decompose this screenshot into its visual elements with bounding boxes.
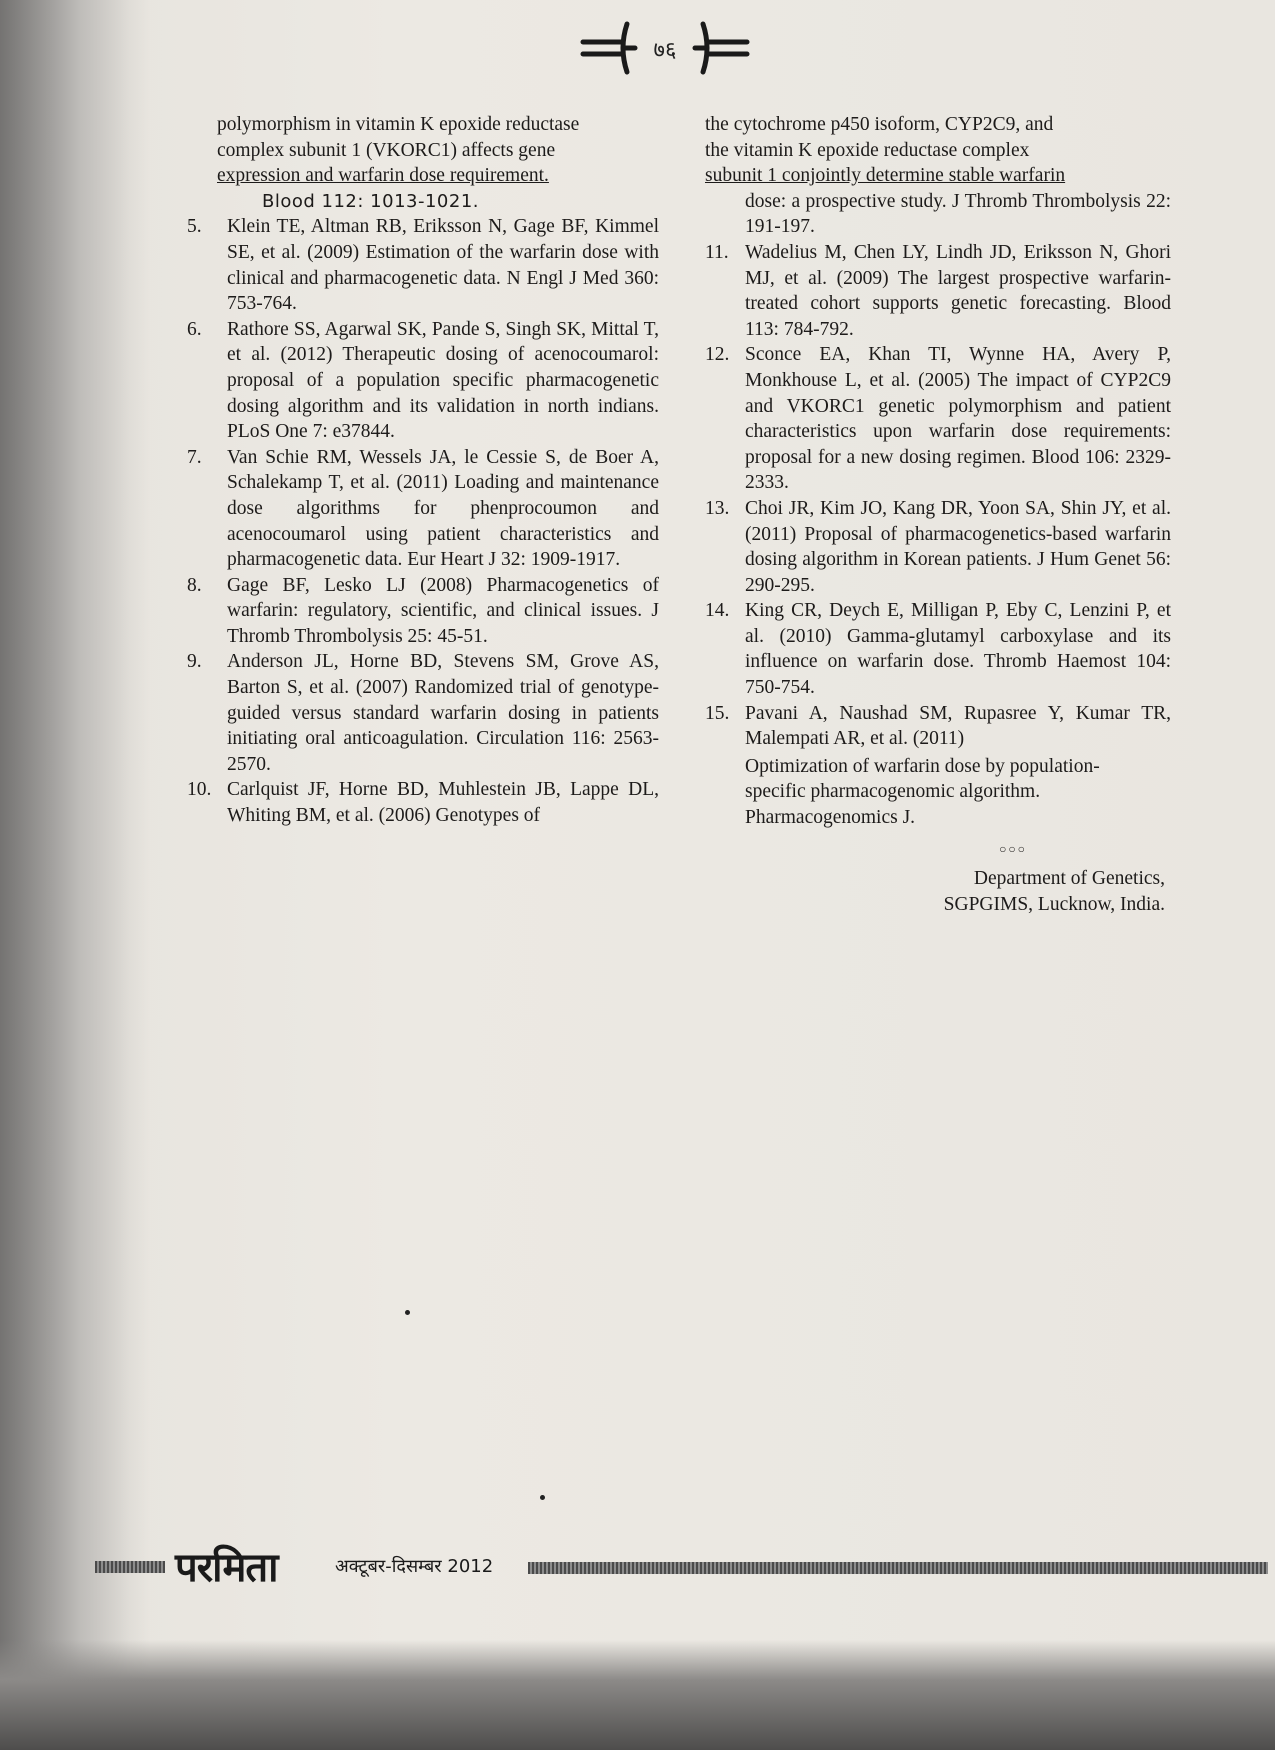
continuation-line: expression and warfarin dose requirement. (217, 165, 549, 187)
reference-text: Sconce EA, Khan TI, Wynne HA, Avery P, Monkhouse L, et al. (2005) The impact of CYP2C9 and VKORC1 genetic polymorphism and patient characteristics upon warfarin dose requirements: proposal for a new dosing regimen. Blood 106: 2329-2333. (745, 344, 1171, 494)
right-column (705, 112, 1171, 917)
reference-number: 15. (705, 702, 730, 724)
reference-number: 5. (187, 216, 202, 238)
reference-15-continuation (705, 754, 1171, 831)
reference-number: 6. (187, 318, 202, 340)
reference-item (705, 342, 1171, 496)
reference-text: Van Schie RM, Wessels JA, le Cessie S, de Boer A, Schalekamp T, et al. (2011) Loading and maintenance dose algorithms for phenprocoumon and acenocoumarol using patient characteristics and pharmacogenetic data. Eur Heart J 32: 1909-1917. (227, 446, 659, 571)
reference-number: 14. (705, 600, 730, 622)
continuation-line: complex subunit 1 (VKORC1) affects gene (217, 139, 556, 161)
reference-number: 13. (705, 497, 730, 519)
page-header (575, 14, 755, 84)
reference-item (187, 649, 659, 777)
issue-date: अक्टूबर-दिसम्बर 2012 (335, 1556, 494, 1577)
magazine-logo: परमिता (175, 1545, 278, 1591)
reference-number: 12. (705, 344, 730, 366)
scan-bottom-shadow (0, 1640, 1275, 1750)
reference-text: Wadelius M, Chen LY, Lindh JD, Eriksson N, Ghori MJ, et al. (2009) The largest prospective warfarin-treated cohort supports genetic forecasting. Blood 113: 784-792. (745, 241, 1171, 340)
reference-item (705, 598, 1171, 700)
reference-text: Gage BF, Lesko LJ (2008) Pharmacogenetics of warfarin: regulatory, scientific, and clinical issues. J Thromb Thrombolysis 25: 45-51. (227, 574, 659, 647)
reference-text: Anderson JL, Horne BD, Stevens SM, Grove AS, Barton S, et al. (2007) Randomized trial of genotype-guided versus standard warfarin dosing in patients initiating oral anticoagulation. Circulation 116: 2563-2570. (227, 651, 659, 775)
left-column (187, 112, 659, 829)
reference-text: King CR, Deych E, Milligan P, Eby C, Lenzini P, et al. (2010) Gamma-glutamyl carboxylase and its influence on warfarin dose. Thromb Haemost 104: 750-754. (745, 600, 1171, 699)
reference-text: Choi JR, Kim JO, Kang DR, Yoon SA, Shin JY, et al. (2011) Proposal of pharmacogenetics-based warfarin dosing algorithm in Korean patients. J Hum Genet 56: 290-295. (745, 497, 1171, 596)
reference-item (187, 777, 659, 828)
reference-item (705, 240, 1171, 342)
continuation-line: the vitamin K epoxide reductase complex (705, 139, 1030, 161)
handwritten-note: Blood 112: 1013-1021. (262, 190, 479, 212)
reference-number: 10. (187, 779, 212, 801)
stray-mark (540, 1495, 545, 1500)
continuation-line: dose: a prospective study. J Thromb Thrombolysis 22: 191-197. (745, 190, 1171, 238)
affiliation-line: Department of Genetics, (973, 868, 1165, 890)
continuation-line: specific pharmacogenomic algorithm. (745, 781, 1041, 803)
reference-number: 9. (187, 651, 202, 673)
binding-shadow (0, 0, 150, 1750)
reference-text: Rathore SS, Agarwal SK, Pande S, Singh SK, Mittal T, et al. (2012) Therapeutic dosing of acenocoumarol: proposal of a population specific pharmacogenetic dosing algorithm and its validation in north indians. PLoS One 7: e37844. (227, 318, 659, 443)
reference-text: Carlquist JF, Horne BD, Muhlestein JB, Lappe DL, Whiting BM, et al. (2006) Genotypes of (227, 779, 659, 827)
reference-continuation (187, 112, 659, 214)
reference-item (187, 445, 659, 573)
continuation-line: subunit 1 conjointly determine stable warfarin (705, 165, 1066, 187)
page-number: ७६ (653, 38, 677, 63)
continuation-line: Optimization of warfarin dose by population- (745, 755, 1100, 777)
reference-continuation (705, 112, 1171, 240)
stray-mark (405, 1310, 410, 1315)
reference-text: Pavani A, Naushad SM, Rupasree Y, Kumar TR, Malempati AR, et al. (2011) (745, 702, 1171, 750)
continuation-line: polymorphism in vitamin K epoxide reductase (217, 114, 580, 135)
reference-number: 7. (187, 446, 202, 468)
footer-rule-right (528, 1562, 1268, 1574)
reference-item (705, 496, 1171, 598)
section-separator: ○○○ (999, 841, 1027, 856)
continuation-line: Pharmacogenomics J. (745, 807, 916, 829)
author-affiliation (705, 866, 1171, 917)
reference-item (187, 573, 659, 650)
footer-rule-left (95, 1561, 165, 1573)
affiliation-line: SGPGIMS, Lucknow, India. (943, 893, 1165, 915)
reference-number: 8. (187, 574, 202, 596)
reference-item (187, 214, 659, 316)
reference-item (187, 317, 659, 445)
reference-number: 11. (705, 241, 729, 263)
reference-item (705, 701, 1171, 752)
reference-text: Klein TE, Altman RB, Eriksson N, Gage BF, Kimmel SE, et al. (2009) Estimation of the warfarin dose with clinical and pharmacogenetic data. N Engl J Med 360: 753-764. (227, 216, 659, 315)
continuation-line: the cytochrome p450 isoform, CYP2C9, and (705, 114, 1054, 135)
